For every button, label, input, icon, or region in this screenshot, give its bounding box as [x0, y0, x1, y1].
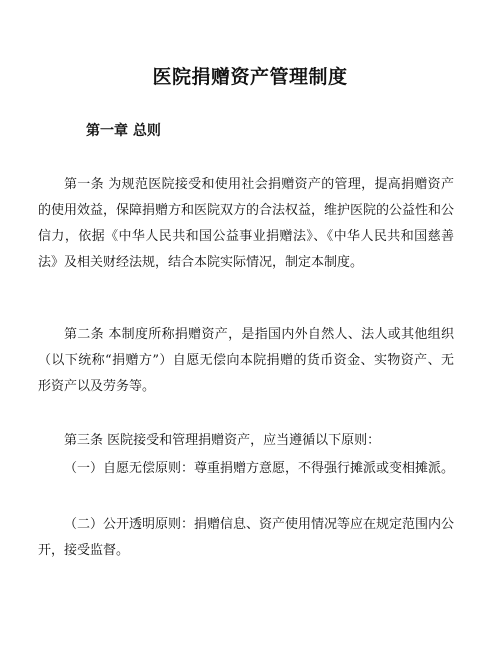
article-2-paragraph: 第二条 本制度所称捐赠资产，是指国内外自然人、法人或其他组织（以下统称“捐赠方”）自愿无偿向本院捐赠的货币资金、实物资产、无形资产以及劳务等。	[38, 327, 454, 394]
document-title: 医院捐赠资产管理制度	[152, 66, 348, 88]
chapter-heading: 第一章 总则	[86, 123, 161, 139]
article-1-paragraph: 第一条 为规范医院接受和使用社会捐赠资产的管理，提高捐赠资产的使用效益，保障捐赠方和医院双方的合法权益，维护医院的公益性和公信力，依据《中华人民共和国公益事业捐赠法》、《中华人民共和国慈善法》及相关财经法规，结合本院实际情况，制定本制度。	[38, 177, 455, 270]
article-3-paragraph: 第三条 医院接受和管理捐赠资产，应当遵循以下原则：	[64, 433, 381, 448]
principle-2-paragraph: （二）公开透明原则：捐赠信息、资产使用情况等应在规定范围内公开，接受监督。	[38, 517, 455, 558]
principle-1-paragraph: （一）自愿无偿原则：尊重捐赠方意愿，不得强行摊派或变相摊派。	[64, 461, 455, 476]
